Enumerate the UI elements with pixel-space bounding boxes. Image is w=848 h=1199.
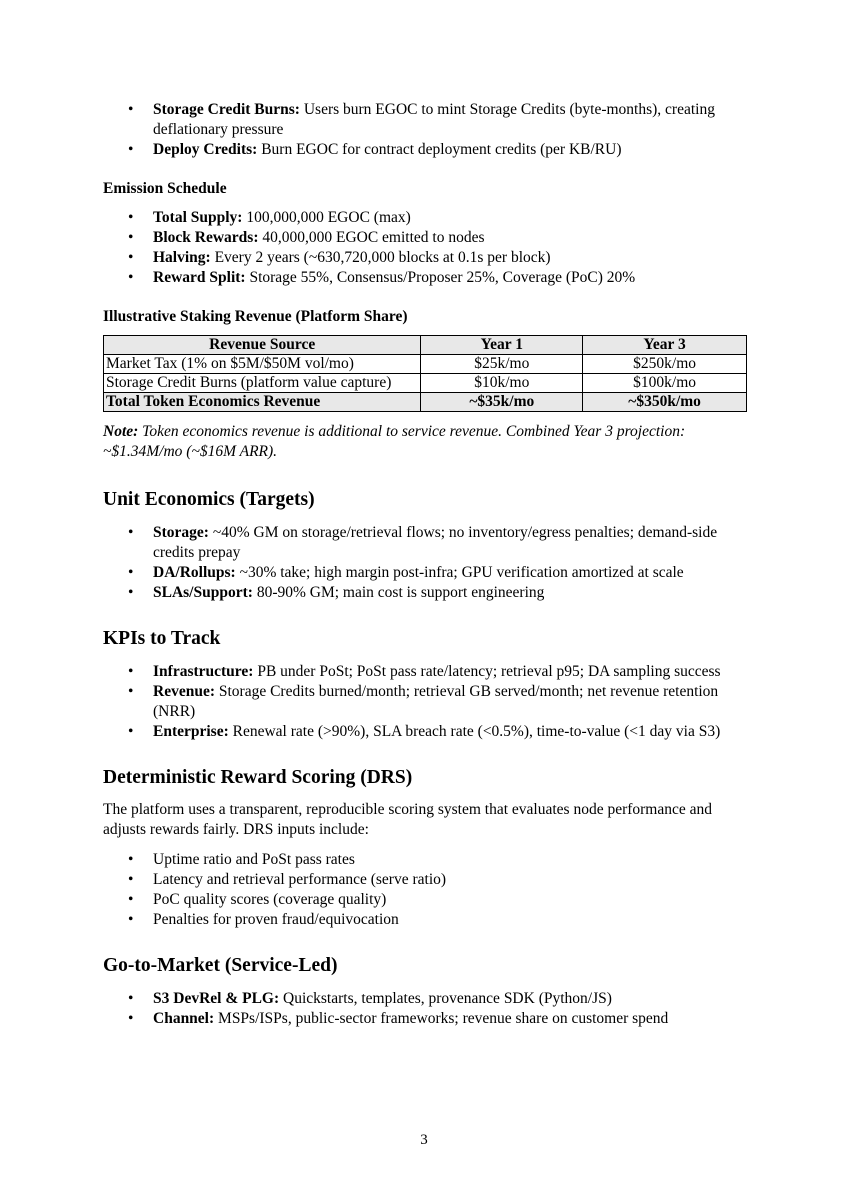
- list-item: • Enterprise: Renewal rate (>90%), SLA breach rate (<0.5%), time-to-value (<1 day via S3): [103, 722, 753, 742]
- table-cell: $25k/mo: [421, 355, 583, 374]
- list-item: • Reward Split: Storage 55%, Consensus/Proposer 25%, Coverage (PoC) 20%: [103, 268, 753, 288]
- table-cell: $250k/mo: [583, 355, 747, 374]
- kpis-list: [103, 662, 753, 742]
- table-cell: ~$350k/mo: [583, 393, 747, 412]
- credit-burn-list: [103, 100, 753, 160]
- list-item: • Penalties for proven fraud/equivocation: [103, 910, 753, 930]
- list-item: • DA/Rollups: ~30% take; high margin post-infra; GPU verification amortized at scale: [103, 563, 753, 583]
- list-item: • Latency and retrieval performance (serve ratio): [103, 870, 753, 890]
- drs-list: [103, 850, 753, 930]
- list-item: • Channel: MSPs/ISPs, public-sector frameworks; revenue share on customer spend: [103, 1009, 753, 1029]
- table-row: [104, 374, 747, 393]
- table-cell: Market Tax (1% on $5M/$50M vol/mo): [104, 355, 421, 374]
- table-row: [104, 355, 747, 374]
- staking-heading: Illustrative Staking Revenue (Platform Share): [103, 308, 408, 325]
- gtm-heading: Go-to-Market (Service-Led): [103, 955, 338, 976]
- list-item: • Block Rewards: 40,000,000 EGOC emitted to nodes: [103, 228, 753, 248]
- table-header-row: [104, 336, 747, 355]
- staking-note: Note: Token economics revenue is additional to service revenue. Combined Year 3 projection: ~$1.34M/mo (~$16M ARR).: [103, 423, 686, 460]
- gtm-list: [103, 989, 753, 1029]
- column-header: Year 1: [421, 336, 583, 355]
- staking-revenue-table: [103, 335, 747, 412]
- drs-paragraph: The platform uses a transparent, reproducible scoring system that evaluates node performance and adjusts rewards fairly. DRS inputs include:: [103, 801, 713, 838]
- list-item: • PoC quality scores (coverage quality): [103, 890, 753, 910]
- list-item: • Halving: Every 2 years (~630,720,000 blocks at 0.1s per block): [103, 248, 753, 268]
- list-item: • Revenue: Storage Credits burned/month; retrieval GB served/month; net revenue retention (NRR): [103, 682, 753, 722]
- list-item: • Infrastructure: PB under PoSt; PoSt pass rate/latency; retrieval p95; DA sampling success: [103, 662, 753, 682]
- list-item: • Storage: ~40% GM on storage/retrieval flows; no inventory/egress penalties; demand-side credits prepay: [103, 523, 753, 563]
- table-cell: ~$35k/mo: [421, 393, 583, 412]
- column-header: Revenue Source: [104, 336, 421, 355]
- unit-economics-heading: Unit Economics (Targets): [103, 489, 315, 510]
- table-cell: Storage Credit Burns (platform value capture): [104, 374, 421, 393]
- table-cell: $100k/mo: [583, 374, 747, 393]
- unit-economics-list: [103, 523, 753, 603]
- list-item: • SLAs/Support: 80-90% GM; main cost is support engineering: [103, 583, 753, 603]
- list-item: • Deploy Credits: Burn EGOC for contract deployment credits (per KB/RU): [103, 140, 753, 160]
- column-header: Year 3: [583, 336, 747, 355]
- list-item: • Total Supply: 100,000,000 EGOC (max): [103, 208, 753, 228]
- kpis-heading: KPIs to Track: [103, 628, 221, 649]
- list-item: • S3 DevRel & PLG: Quickstarts, templates, provenance SDK (Python/JS): [103, 989, 753, 1009]
- emission-list: [103, 208, 753, 288]
- page-number: 3: [420, 1132, 428, 1148]
- list-item: • Uptime ratio and PoSt pass rates: [103, 850, 753, 870]
- table-cell: $10k/mo: [421, 374, 583, 393]
- list-item: • Storage Credit Burns: Users burn EGOC to mint Storage Credits (byte-months), creating deflationary pressure: [103, 100, 753, 140]
- document-page: [103, 100, 753, 1029]
- drs-heading: Deterministic Reward Scoring (DRS): [103, 767, 413, 788]
- table-cell: Total Token Economics Revenue: [104, 393, 421, 412]
- emission-heading: Emission Schedule: [103, 180, 227, 197]
- table-total-row: [104, 393, 747, 412]
